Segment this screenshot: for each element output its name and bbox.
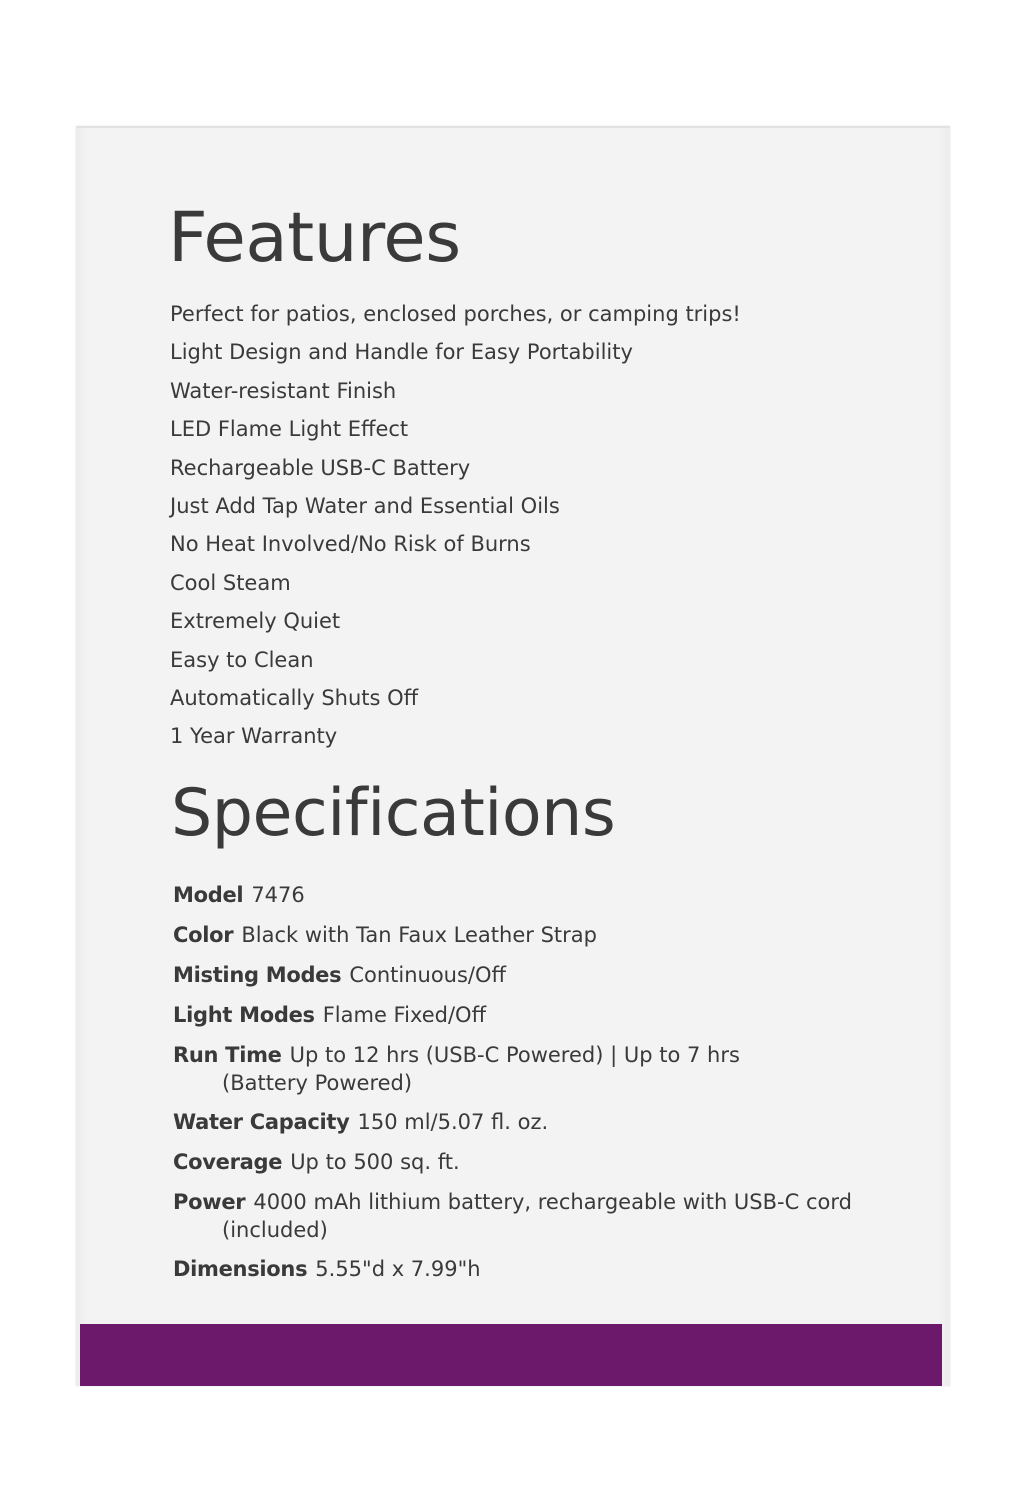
features-list [170,298,741,759]
feature-item: 1 Year Warranty [170,724,338,749]
spec-value: 150 ml/5.07 fl. oz. [357,1110,549,1134]
spec-value: Flame Fixed/Off [322,1003,487,1027]
spec-misting-modes [173,960,852,990]
spec-value: Continuous/Off [349,963,507,987]
specifications-heading: Specifications [171,776,616,851]
feature-item: Extremely Quiet [170,609,341,634]
spec-value-continuation: (included) [222,1218,328,1242]
spec-model [173,880,852,910]
spec-value: Up to 12 hrs (USB-C Powered) | Up to 7 hrs [289,1043,740,1067]
spec-coverage [173,1147,852,1177]
spec-label: Coverage [173,1150,283,1174]
package-panel [76,126,950,1386]
spec-label: Light Modes [173,1003,315,1027]
specifications-list [173,880,852,1294]
feature-item: LED Flame Light Effect [170,417,409,442]
feature-item: Light Design and Handle for Easy Portability [170,340,633,365]
spec-label: Power [173,1190,246,1214]
spec-label: Color [173,923,234,947]
spec-label: Dimensions [173,1257,308,1281]
spec-value: 4000 mAh lithium battery, rechargeable with USB-C cord [253,1190,852,1214]
spec-value: Black with Tan Faux Leather Strap [241,923,597,947]
spec-value-continuation: (Battery Powered) [222,1071,413,1095]
spec-label: Water Capacity [173,1110,350,1134]
spec-water-capacity [173,1107,852,1137]
spec-label: Run Time [173,1043,282,1067]
spec-dimensions [173,1254,852,1284]
features-heading: Features [168,198,461,278]
feature-item: Just Add Tap Water and Essential Oils [170,493,560,518]
spec-value: 7476 [251,883,305,907]
spec-light-modes [173,1000,852,1030]
spec-color [173,920,852,950]
spec-label: Model [173,883,244,907]
feature-item: Easy to Clean [170,647,314,672]
feature-item: No Heat Involved/No Risk of Burns [170,532,531,557]
feature-item: Cool Steam [170,570,291,595]
brand-color-band [80,1324,942,1386]
spec-power [173,1187,852,1244]
feature-item: Rechargeable USB-C Battery [170,455,471,480]
spec-run-time [173,1040,852,1097]
feature-item: Automatically Shuts Off [170,685,419,710]
spec-value: 5.55"d x 7.99"h [315,1257,481,1281]
spec-label: Misting Modes [173,963,342,987]
spec-value: Up to 500 sq. ft. [290,1150,460,1174]
feature-item: Perfect for patios, enclosed porches, or camping trips! [170,302,741,326]
feature-item: Water-resistant Finish [170,378,397,403]
